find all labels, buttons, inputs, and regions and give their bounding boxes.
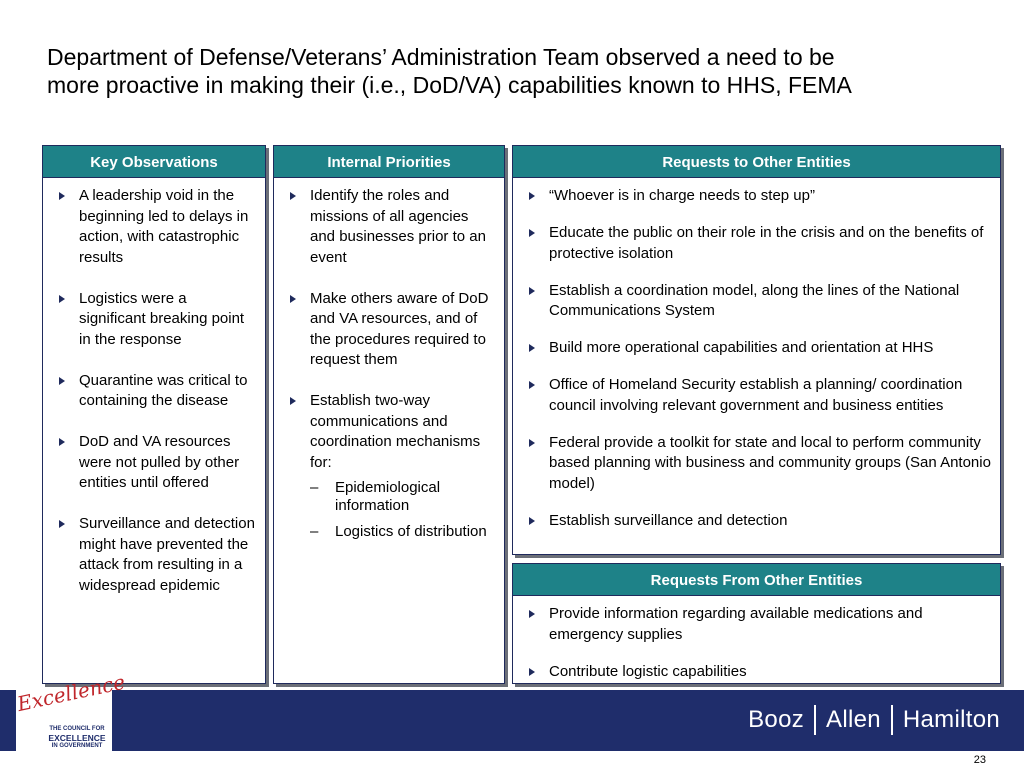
list-item: Establish a coordination model, along the lines of the National Communications System — [527, 281, 992, 322]
booz-allen-hamilton-logo: Booz Allen Hamilton — [748, 706, 1000, 733]
triangle-bullet-icon — [59, 295, 65, 303]
sub-list — [310, 479, 496, 541]
triangle-bullet-icon — [529, 344, 535, 352]
list-item: Establish two-way communications and coordination mechanisms for: – Epidemiological information – Logistics of distribution — [288, 391, 496, 541]
list-item: Educate the public on their role in the crisis and on the benefits of protective isolation — [527, 223, 992, 264]
council-for-excellence-logo — [15, 669, 128, 753]
requests-from-other-entities-header: Requests From Other Entities — [513, 564, 1000, 596]
triangle-bullet-icon — [529, 192, 535, 200]
logo-script: Excellence — [15, 669, 128, 716]
list-item: Contribute logistic capabilities — [527, 662, 992, 683]
list-item: Surveillance and detection might have prevented the attack from resulting in a widespread epidemic — [57, 514, 257, 596]
list-item: DoD and VA resources were not pulled by other entities until offered — [57, 432, 257, 494]
triangle-bullet-icon — [529, 439, 535, 447]
triangle-bullet-icon — [59, 438, 65, 446]
list-item: Establish surveillance and detection — [527, 511, 992, 532]
list-item: Provide information regarding available medications and emergency supplies — [527, 604, 992, 645]
slide-title-line-2: more proactive in making their (i.e., DoD/VA) capabilities known to HHS, FEMA — [47, 72, 852, 98]
internal-priorities-header: Internal Priorities — [274, 146, 504, 178]
sub-list-item: – Logistics of distribution — [310, 523, 487, 540]
requests-from-other-entities-panel — [512, 563, 1001, 684]
footer-strip — [0, 751, 1024, 768]
key-observations-header: Key Observations — [43, 146, 265, 178]
list-item: Identify the roles and missions of all agencies and businesses prior to an event — [288, 186, 496, 268]
triangle-bullet-icon — [529, 381, 535, 389]
list-item: Build more operational capabilities and orientation at HHS — [527, 338, 992, 359]
triangle-bullet-icon — [59, 377, 65, 385]
triangle-bullet-icon — [529, 287, 535, 295]
requests-to-other-entities-panel — [512, 145, 1001, 555]
slide-title — [47, 43, 997, 99]
triangle-bullet-icon — [529, 229, 535, 237]
logo-text: THE COUNCIL FOR EXCELLENCE IN GOVERNMENT — [48, 726, 106, 749]
list-item: “Whoever is in charge needs to step up” — [527, 186, 992, 207]
triangle-bullet-icon — [59, 192, 65, 200]
key-observations-panel — [42, 145, 266, 684]
triangle-bullet-icon — [290, 295, 296, 303]
triangle-bullet-icon — [529, 610, 535, 618]
page-number: 23 — [973, 754, 986, 766]
triangle-bullet-icon — [529, 517, 535, 525]
triangle-bullet-icon — [290, 192, 296, 200]
triangle-bullet-icon — [59, 520, 65, 528]
list-item: Make others aware of DoD and VA resources, and of the procedures required to request them — [288, 289, 496, 371]
dash-bullet: – — [310, 479, 319, 496]
triangle-bullet-icon — [290, 397, 296, 405]
slide-title-line-1: Department of Defense/Veterans’ Administration Team observed a need to be — [47, 44, 835, 70]
list-item: Logistics were a significant breaking point in the response — [57, 289, 257, 351]
dash-bullet: – — [310, 523, 319, 540]
requests-to-other-entities-header: Requests to Other Entities — [513, 146, 1000, 178]
list-item: Office of Homeland Security establish a planning/ coordination council involving relevant government and business entities — [527, 375, 992, 416]
list-item: Federal provide a toolkit for state and local to perform community based planning with business and community groups (San Antonio model) — [527, 433, 992, 495]
brand-separator — [814, 705, 816, 735]
list-item: Quarantine was critical to containing the disease — [57, 371, 257, 412]
list-item: A leadership void in the beginning led to delays in action, with catastrophic results — [57, 186, 257, 268]
sub-list-item: – Epidemiological information — [310, 479, 441, 514]
internal-priorities-panel — [273, 145, 505, 684]
brand-separator — [891, 705, 893, 735]
triangle-bullet-icon — [529, 668, 535, 676]
